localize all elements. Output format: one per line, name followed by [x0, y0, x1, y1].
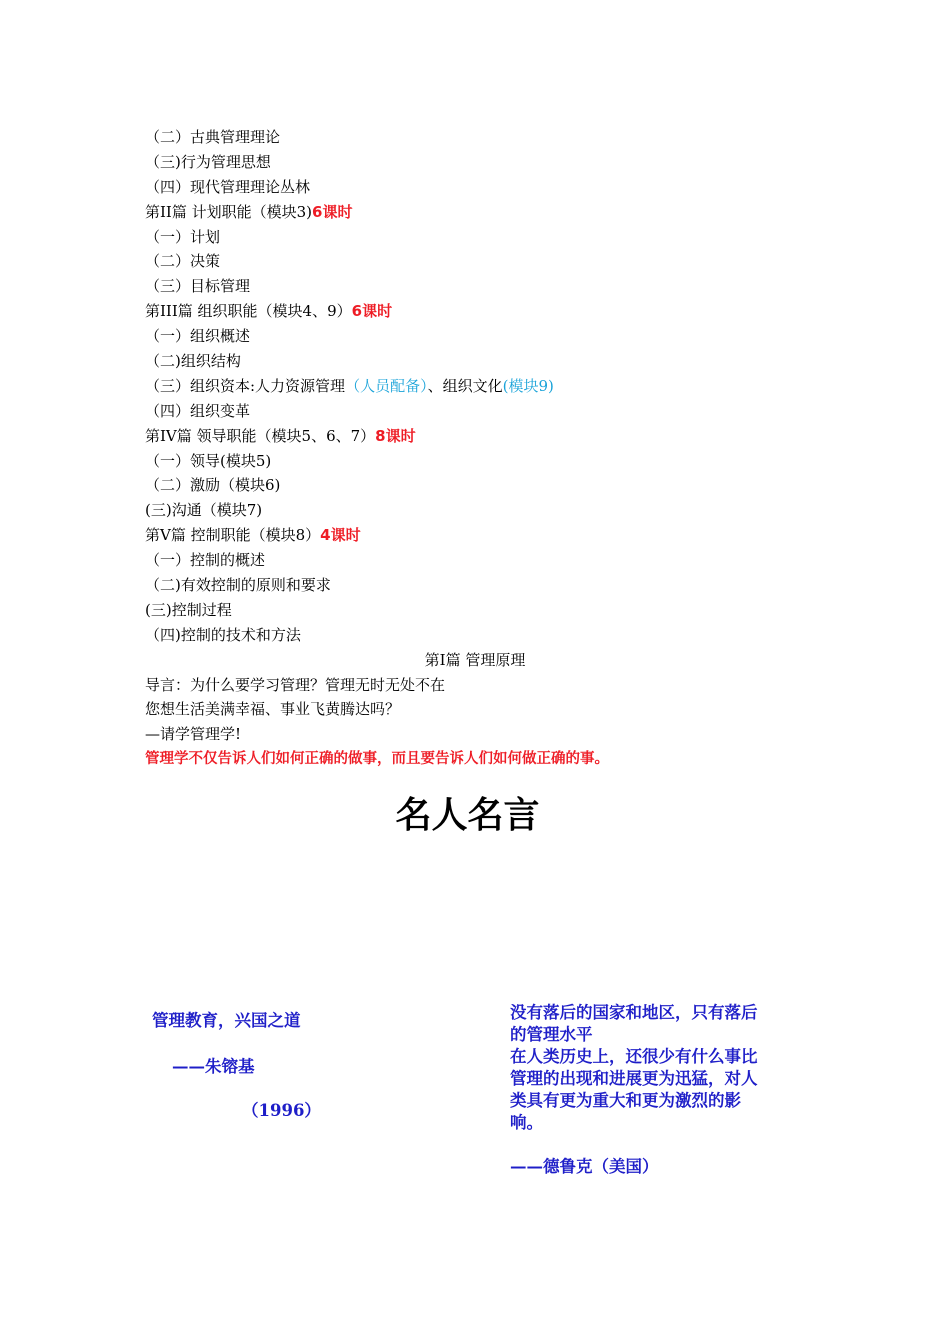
quote-line: 类具有更为重大和更为激烈的影: [510, 1091, 741, 1110]
quote-left: [152, 1008, 452, 1124]
intro-line: 导言：为什么要学习管理？管理无时无处不在: [145, 675, 446, 694]
quote-line: 管理的出现和进展更为迅猛，对人: [510, 1069, 758, 1088]
outline-line: （二)组织结构: [145, 352, 241, 371]
outline-part-heading: [145, 424, 845, 449]
outline-line: (三)沟通（模块7): [145, 501, 263, 520]
outline-part-heading: [145, 299, 845, 324]
quote-line: 没有落后的国家和地区，只有落后: [510, 1003, 758, 1022]
outline-line: （一）领导(模块5): [145, 451, 272, 470]
outline-part-heading: [145, 523, 845, 548]
outline-line: （三)行为管理思想: [145, 152, 271, 171]
outline-line: （一）控制的概述: [145, 551, 266, 570]
part-title: 第IV篇 领导职能（模块5、6、7）: [145, 426, 376, 445]
outline-line: （四）组织变革: [145, 401, 251, 420]
outline-line: （一）组织概述: [145, 327, 251, 346]
part-title: 第II篇 计划职能（模块3): [145, 202, 313, 221]
outline-part-heading: [145, 200, 845, 225]
intro-line: 您想生活美满幸福、事业飞黄腾达吗？: [145, 700, 401, 719]
part-title: 第V篇 控制职能（模块8）: [145, 526, 321, 545]
hours-label: 6课时: [351, 302, 393, 321]
outline-line: (三)控制过程: [145, 600, 232, 619]
quote-right: [510, 1002, 810, 1178]
intro-line: —请学管理学!: [145, 725, 242, 744]
outline-line: （二)有效控制的原则和要求: [145, 576, 331, 595]
course-outline: [145, 125, 845, 772]
outline-text: 、组织文化: [427, 376, 503, 395]
quote-author: ——朱镕基: [172, 1057, 255, 1076]
part-title: 第III篇 组织职能（模块4、9）: [145, 302, 352, 321]
outline-text: （三）组织资本:人力资源管理: [145, 376, 346, 395]
outline-highlight: （人员配备）: [345, 376, 428, 395]
outline-line: （四）现代管理理论丛林: [145, 177, 311, 196]
outline-line-mixed: [145, 374, 845, 399]
outline-highlight: (模块9): [502, 376, 554, 395]
outline-line: （四)控制的技术和方法: [145, 625, 301, 644]
slogan: 管理学不仅告诉人们如何正确的做事，而且要告诉人们如何做正确的事。: [145, 751, 609, 768]
hours-label: 4课时: [320, 526, 361, 545]
outline-line: （二）古典管理理论: [145, 128, 281, 146]
famous-quotes-heading: 名人名言: [395, 795, 540, 836]
quote-line: 的管理水平: [510, 1025, 593, 1044]
part-one-title: 第I篇 管理原理: [424, 650, 526, 669]
quote-text: 管理教育，兴国之道: [152, 1011, 301, 1030]
outline-line: （二）决策: [145, 252, 221, 271]
hours-label: 8课时: [375, 426, 416, 445]
quote-year: （1996）: [242, 1101, 321, 1120]
outline-line: （三）目标管理: [145, 277, 251, 296]
outline-line: （一）计划: [145, 227, 221, 246]
hours-label: 6课时: [312, 202, 353, 221]
outline-line: （二）激励（模块6): [145, 476, 281, 495]
quote-line: 在人类历史上，还很少有什么事比: [510, 1047, 758, 1066]
quote-line: 响。: [510, 1113, 543, 1132]
quote-author: ——德鲁克（美国）: [510, 1157, 659, 1176]
